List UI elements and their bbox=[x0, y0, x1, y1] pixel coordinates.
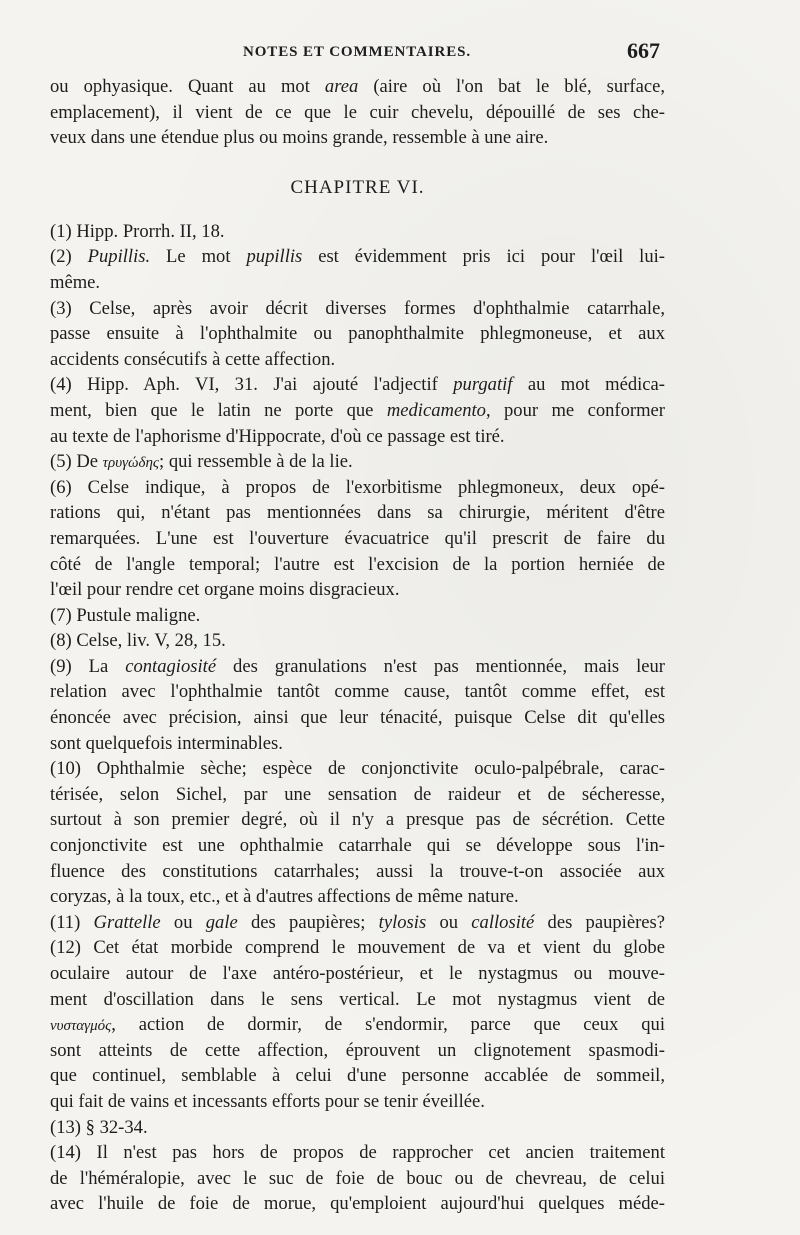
page-number: 667 bbox=[627, 38, 660, 63]
text-line: veux dans une étendue plus ou moins grande, ressemble à une aire. bbox=[50, 127, 549, 149]
running-title: NOTES ET COMMENTAIRES. bbox=[243, 44, 472, 60]
text-line: ou ophyasique. Quant au mot area (aire où l'on bat le blé, surface, bbox=[50, 76, 665, 97]
text-line: sont quelquefois interminables. bbox=[50, 732, 283, 754]
text-line: emplacement), il vient de ce que le cuir chevelu, dépouillé de ses che- bbox=[50, 101, 665, 123]
text-line: fluence des constitutions catarrhales; aussi la trouve-t-on associée aux bbox=[50, 860, 665, 882]
text-line: même. bbox=[50, 271, 101, 293]
text-line: avec l'huile de foie de morue, qu'emploient aujourd'hui quelques méde- bbox=[50, 1193, 665, 1215]
text-line: ment, bien que le latin ne porte que medicamento, pour me conformer bbox=[50, 399, 665, 421]
text-line: rations qui, n'étant pas mentionnées dans sa chirurgie, méritent d'être bbox=[50, 502, 665, 524]
text-line: ment d'oscillation dans le sens vertical. Le mot nystagmus vient de bbox=[50, 988, 665, 1010]
note-2: (2) Pupillis. Le mot pupillis est évidemment pris ici pour l'œil lui- bbox=[50, 246, 665, 268]
note-1: (1) Hipp. Prorrh. II, 18. bbox=[50, 220, 225, 242]
text-line: νυσταγμός, action de dormir, de s'endormir, parce que ceux qui bbox=[50, 1014, 665, 1036]
text-line: térisée, selon Sichel, par une sensation de raideur et de sécheresse, bbox=[50, 783, 665, 805]
text-line: relation avec l'ophthalmie tantôt comme cause, tantôt comme effet, est bbox=[50, 681, 665, 703]
text-line: coryzas, à la toux, etc., et à d'autres affections de même nature. bbox=[50, 886, 519, 908]
note-7: (7) Pustule maligne. bbox=[50, 604, 201, 626]
text-line: côté de l'angle temporal; l'autre est l'excision de la portion herniée de bbox=[50, 553, 665, 575]
text-line: qui fait de vains et incessants efforts pour se tenir éveillée. bbox=[50, 1090, 485, 1112]
text-line: surtout à son premier degré, où il n'y a presque pas de sécrétion. Cette bbox=[50, 809, 665, 831]
notes-body bbox=[50, 74, 665, 1217]
text-line: oculaire autour de l'axe antéro-postérieur, et le nystagmus ou mouve- bbox=[50, 963, 665, 984]
text-line: au texte de l'aphorisme d'Hippocrate, d'où ce passage est tiré. bbox=[50, 425, 505, 447]
note-4: (4) Hipp. Aph. VI, 31. J'ai ajouté l'adjectif purgatif au mot médica- bbox=[50, 374, 665, 396]
note-11: (11) Grattelle ou gale des paupières; tylosis ou callosité des paupières? bbox=[50, 911, 666, 933]
note-8: (8) Celse, liv. V, 28, 15. bbox=[50, 630, 226, 652]
note-13: (13) § 32-34. bbox=[50, 1116, 148, 1138]
text-line: de l'héméralopie, avec le suc de foie de bouc ou de chevreau, de celui bbox=[50, 1167, 665, 1189]
text-line: conjonctivite est une ophthalmie catarrhale qui se développe sous l'in- bbox=[50, 835, 665, 857]
text-line: passe ensuite à l'ophthalmite ou panophthalmite phlegmoneuse, et aux bbox=[50, 323, 665, 345]
text-line: énoncée avec précision, ainsi que leur ténacité, puisque Celse dit qu'elles bbox=[50, 707, 665, 729]
note-9: (9) La contagiosité des granulations n'est pas mentionnée, mais leur bbox=[50, 655, 665, 677]
text-line: accidents consécutifs à cette affection. bbox=[50, 348, 336, 370]
note-6: (6) Celse indique, à propos de l'exorbitisme phlegmoneux, deux opé- bbox=[50, 476, 665, 498]
note-14: (14) Il n'est pas hors de propos de rapprocher cet ancien traitement bbox=[50, 1142, 665, 1164]
text-line: que continuel, semblable à celui d'une personne accablée de sommeil, bbox=[50, 1065, 665, 1087]
running-header bbox=[50, 38, 660, 74]
note-3: (3) Celse, après avoir décrit diverses formes d'ophthalmie catarrhale, bbox=[50, 297, 665, 319]
text-line: remarquées. L'une est l'ouverture évacuatrice qu'il prescrit de faire du bbox=[50, 527, 665, 549]
text-line: l'œil pour rendre cet organe moins disgracieux. bbox=[50, 579, 400, 601]
note-10: (10) Ophthalmie sèche; espèce de conjonctivite oculo-palpébrale, carac- bbox=[50, 758, 665, 780]
text-line: sont atteints de cette affection, éprouvent un clignotement spasmodi- bbox=[50, 1039, 665, 1061]
chapter-title: CHAPITRE VI. bbox=[290, 176, 425, 198]
note-12: (12) Cet état morbide comprend le mouvement de va et vient du globe bbox=[50, 937, 665, 959]
note-5: (5) De τρυγώδης; qui ressemble à de la lie. bbox=[50, 451, 353, 473]
